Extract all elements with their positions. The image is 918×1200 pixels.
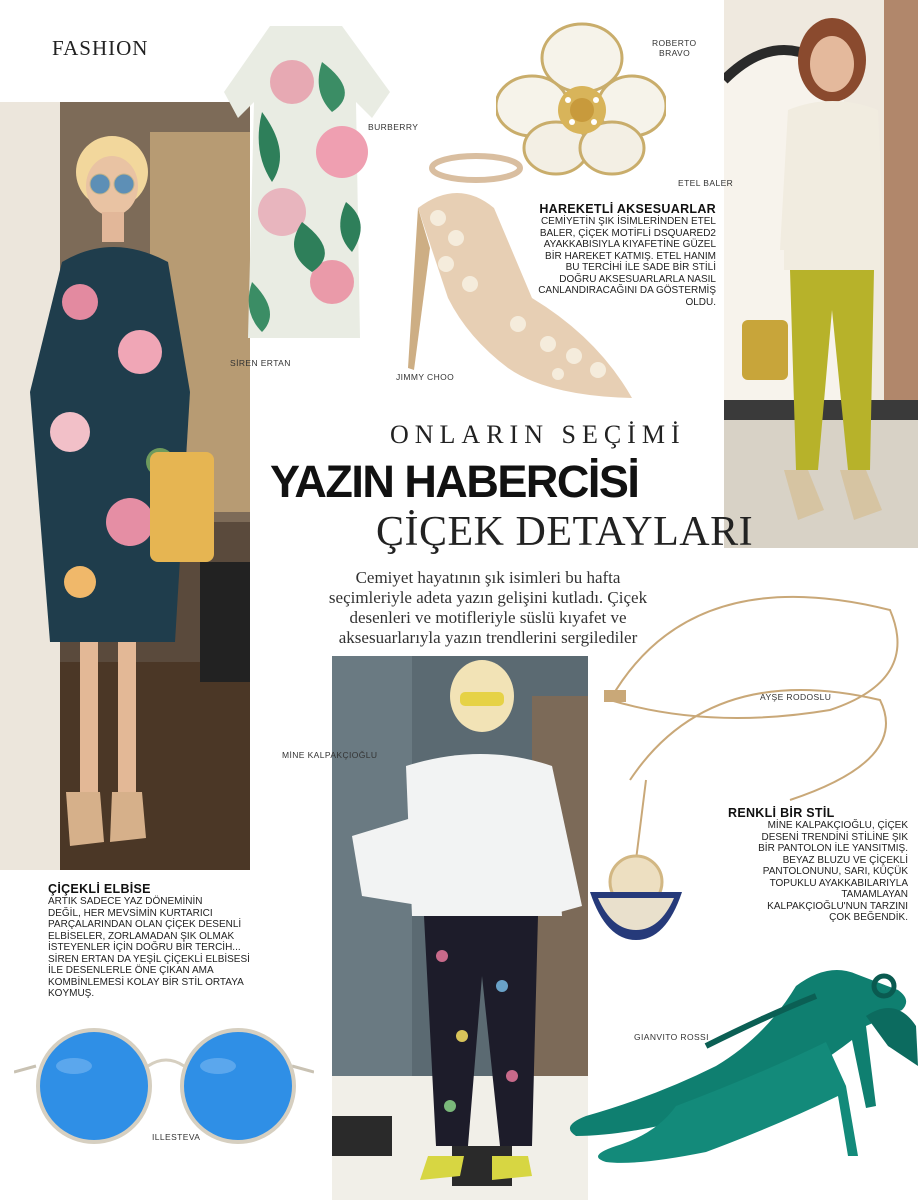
renkli-bir-stil-block <box>728 806 908 924</box>
gianvito-rossi-shoes-image <box>566 956 918 1166</box>
illesteva-sunglasses-image <box>14 1026 314 1146</box>
burberry-label: BURBERRY <box>368 122 419 132</box>
renkli-bir-stil-body: MİNE KALPAKÇIOĞLU, ÇİÇEK DESENİ TRENDİNİ STİLİNE ŞIK BİR PANTOLON İLE YANSITMIŞ. BEYAZ BLUZU VE ÇİÇEKLİ PANTOLONUNU, SARI, KÜÇÜK TOPUKLU AYAKKABILARIYLA TAMAMLAYAN KALPAKÇIOĞLU'NUN TARZINI ÇOK BEĞENDİK. <box>758 820 908 923</box>
jimmy-choo-label: JIMMY CHOO <box>396 372 455 382</box>
cicekli-elbise-body: ARTIK SADECE YAZ DÖNEMİNİN DEĞİL, HER MEVSİMİN KURTARICI PARÇALARINDAN OLAN ÇİÇEK DESENLİ ELBİSELER, ZORLAMADAN ŞIK OLMAK İSTEYENLER İÇİN DOĞRU BİR TERCİH... SİREN ERTAN DA YEŞİL ÇİÇEKLİ ELBİSESİ İLE DESENLERLE ÖNE ÇIKAN AMA KOMBİNLEMESİ KOLAY BİR STİL ORTAYA KOYMUŞ. <box>48 896 250 999</box>
section-title: FASHION <box>52 36 149 60</box>
hareketli-aksesuarlar-title: HAREKETLİ AKSESUARLAR <box>539 202 716 216</box>
hareketli-aksesuarlar-block <box>530 202 716 308</box>
cicekli-elbise-block <box>48 882 288 1000</box>
intro-paragraph: Cemiyet hayatının şık isimleri bu hafta seçimleriyle adeta yazın gelişini kutladı. Çiçek desenleri ve motifleriyle süslü kıyafet ve aksesuarlarıyla yazın trendlerini sergilediler <box>328 568 648 647</box>
roberto-bravo-label-line2: BRAVO <box>659 48 691 58</box>
siren-ertan-photo <box>0 102 250 870</box>
etel-baler-photo <box>724 0 918 548</box>
headline-subtitle: ÇİÇEK DETAYLARI <box>376 509 754 555</box>
siren-ertan-label: SİREN ERTAN <box>230 358 291 368</box>
renkli-bir-stil-title: RENKLİ BİR STİL <box>728 806 835 820</box>
ayse-rodoslu-label: AYŞE RODOSLU <box>760 692 832 702</box>
illesteva-label: ILLESTEVA <box>152 1132 201 1142</box>
etel-baler-label: ETEL BALER <box>678 178 734 188</box>
hareketli-aksesuarlar-body: CEMİYETİN ŞIK İSİMLERİNDEN ETEL BALER, ÇİÇEK MOTİFLİ DSQUARED2 AYAKKABISIYLA KIYAFETİNE GÜZEL BİR HAREKET KATMIŞ. ETEL HANIM BU TERCİHİ İLE SADE BİR STİLİ DOĞRU AKSESUARLARLA NASIL CANLANDIRACAĞINI DA GÖSTERMİŞ OLDU. <box>538 216 716 308</box>
cicekli-elbise-title: ÇİÇEKLİ ELBİSE <box>48 882 151 896</box>
headline-title: YAZIN HABERCİSİ <box>270 456 639 507</box>
gianvito-rossi-label: GIANVITO ROSSI <box>634 1032 709 1042</box>
mine-kalpakcioglu-photo <box>332 656 588 1200</box>
roberto-bravo-label-line1: ROBERTO <box>652 38 697 48</box>
headline-kicker: ONLARIN SEÇİMİ <box>390 420 686 449</box>
mine-kalpakcioglu-label: MİNE KALPAKÇIOĞLU <box>282 750 378 760</box>
burberry-dress-image <box>222 22 392 342</box>
